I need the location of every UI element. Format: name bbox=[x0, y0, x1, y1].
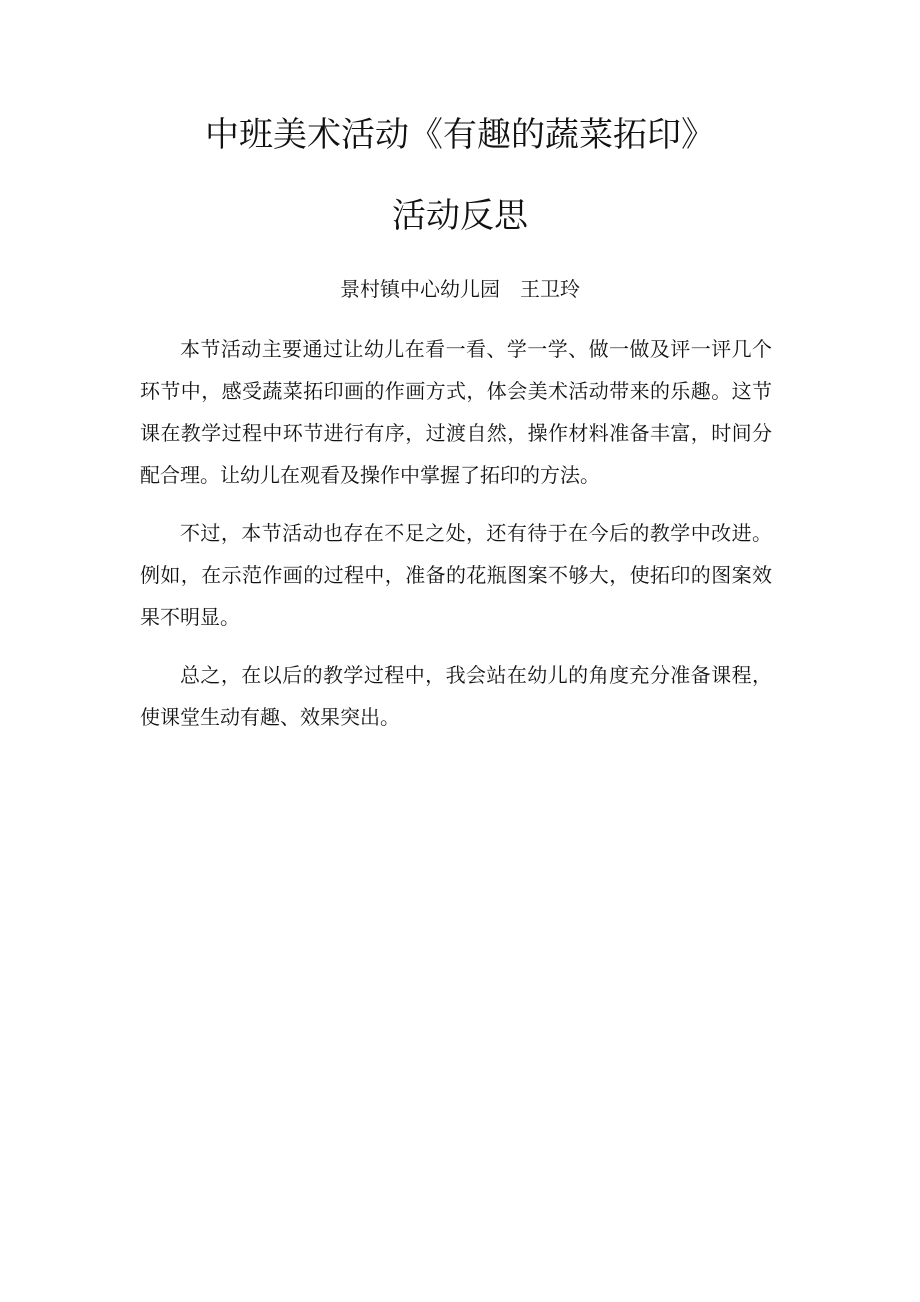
paragraph-shortcomings: 不过，本节活动也存在不足之处，还有待于在今后的教学中改进。例如，在示范作画的过程中，准备的花瓶图案不够大，使拓印的图案效果不明显。 bbox=[140, 521, 772, 629]
author-line: 景村镇中心幼儿园 王卫玲 bbox=[340, 277, 580, 301]
document-body bbox=[140, 328, 772, 754]
paragraph-conclusion: 总之，在以后的教学过程中，我会站在幼儿的角度充分准备课程，使课堂生动有趣、效果突出。 bbox=[140, 663, 772, 729]
document-title: 中班美术活动《有趣的蔬菜拓印》 bbox=[205, 115, 715, 155]
document-subtitle: 活动反思 bbox=[392, 196, 528, 236]
paragraph-summary: 本节活动主要通过让幼儿在看一看、学一学、做一做及评一评几个环节中，感受蔬菜拓印画的作画方式，体会美术活动带来的乐趣。这节课在教学过程中环节进行有序，过渡自然，操作材料准备丰富，时间分配合理。让幼儿在观看及操作中掌握了拓印的方法。 bbox=[140, 337, 772, 487]
